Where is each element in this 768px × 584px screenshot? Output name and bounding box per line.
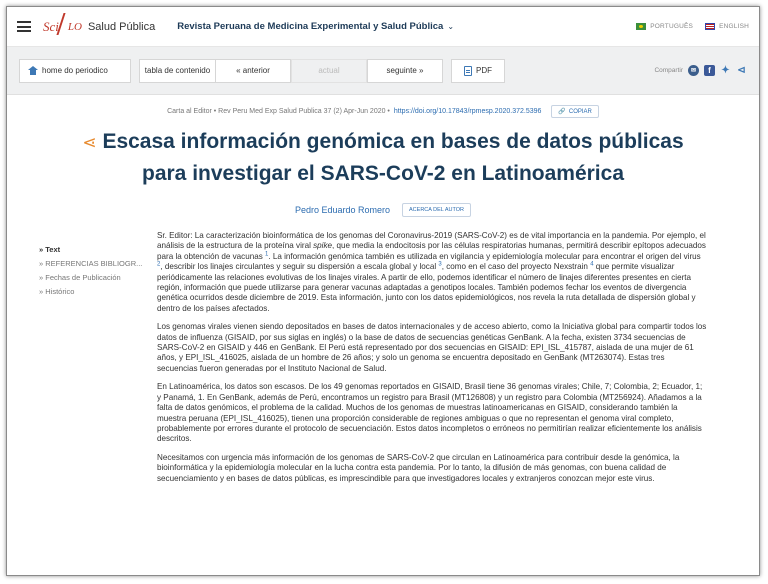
reference-link[interactable]: 2 [157, 261, 161, 268]
share-icon[interactable]: ⊲ [737, 65, 746, 76]
article-sidebar [7, 231, 157, 492]
sidebar-item-history[interactable]: » Histórico [39, 287, 75, 296]
journal-name: Revista Peruana de Medicina Experimental y Salud Pública [177, 21, 444, 32]
article-body [7, 231, 759, 492]
copy-doi-button[interactable]: 🔗 COPIAR [551, 105, 599, 118]
logo-text: LO [67, 20, 82, 33]
browser-frame [6, 6, 760, 576]
lang-portuguese[interactable]: PORTUGUÊS [636, 23, 693, 30]
sidebar-item-text[interactable]: » Text [39, 245, 61, 254]
title-line-2: para investigar el SARS-CoV-2 en Latinoamérica [142, 162, 624, 185]
pdf-icon [464, 66, 472, 76]
issue-navigation [7, 47, 759, 95]
top-bar [7, 7, 759, 47]
table-of-contents-button[interactable]: tabla de contenido [139, 59, 215, 83]
chevron-down-icon: ⌄ [447, 22, 455, 31]
language-switcher [636, 23, 749, 30]
author-line [7, 203, 759, 217]
menu-icon[interactable] [17, 21, 31, 32]
title-line-1: Escasa información genómica en bases de datos públicas [102, 130, 684, 153]
paragraph-3: En Latinoamérica, los datos son escasos. De los 49 genomas reportados en GISAID, Brasil tiene 36 genomas virales; Chile, 7; Colombia, 2; Ecuador, 1; y Panamá, 1. En GenBank, además de Perú, encontramos un registro para Brasil (MT126808) y un registro para Colombia (MT256924). Añadamos a la falta de datos genómicos, el problema de la calidad. Muchos de los genomas de muestras latinoamericanas en GISAID, considerando también la muestra peruana (EPI_ISL_416025), tienen una proporción considerable de regiones ambiguas o que no representan el genoma viral completo, probablemente por errores durante el protocolo de secuenciación. Estos datos incompletos o erróneos no permitirían realizar eficientemente los análisis descritos. [157, 382, 703, 444]
sidebar-item-dates[interactable]: » Fechas de Publicación [39, 273, 121, 282]
logo-text: Sci [43, 18, 59, 34]
home-periodico-button[interactable]: home do periodico [19, 59, 131, 83]
paragraph-2: Los genomas virales vienen siendo depositados en bases de datos internacionales y de acceso abierto, como la Iniciativa global para compartir todos los datos de influenza (GISAID, por sus siglas en inglés) o la base de datos de secuencias genéticas GenBank. A la fecha, existen 3734 secuencias de SARS-CoV-2 en GISAID y 446 en GenBank. El Perú está representado por dos secuencias en GISAID: EPI_ISL_415787, aislada de una mujer de 61 años, y EPI_ISL_416025, aislada de un hombre de 26 años; y solo un genoma se encuentra depositado en GenBank (MT263074). Estas tres secuencias fueron generadas por el Instituto Nacional de Salud. [157, 322, 707, 373]
email-icon[interactable]: ✉ [688, 65, 699, 76]
next-button[interactable]: seguinte » [367, 59, 443, 83]
brazil-flag-icon [636, 23, 646, 30]
open-access-icon: ⋖ [82, 133, 97, 152]
reference-link[interactable]: 1 [265, 251, 269, 258]
current-button: actual [291, 59, 367, 83]
link-icon: 🔗 [558, 109, 566, 115]
article-citation: Carta al Editor • Rev Peru Med Exp Salud Publica 37 (2) Apr-Jun 2020 • [167, 108, 390, 115]
lang-english[interactable]: ENGLISH [705, 23, 749, 30]
twitter-icon[interactable]: ✦ [721, 65, 730, 76]
paragraph-4: Necesitamos con urgencia más información de los genomas de SARS-CoV-2 que circulan en Latinoamérica para contribuir desde la genómica, la bioinformática y la epidemiología molecular en la lucha contra esta pandemia. Por lo tanto, la difusión de más genomas, con buena calidad de secuenciamiento y en bases de datos públicas, es imprescindible para que investigadores locales y extranjeros conozcan mejor este virus. [157, 452, 680, 483]
article-meta [7, 105, 759, 118]
about-author-button[interactable]: ACERCA DEL AUTOR [402, 203, 471, 217]
share-label: Compartir [654, 67, 683, 74]
reference-link[interactable]: 4 [590, 261, 594, 268]
article-content [157, 231, 707, 492]
sidebar-item-references[interactable]: » REFERENCIAS BIBLIOGR... [39, 259, 143, 268]
doi-link[interactable]: https://doi.org/10.17843/rpmesp.2020.372.5396 [393, 108, 542, 115]
uk-flag-icon [705, 23, 715, 30]
previous-button[interactable]: « anterior [215, 59, 291, 83]
author-name[interactable]: Pedro Eduardo Romero [294, 205, 391, 215]
pdf-button[interactable]: PDF [451, 59, 505, 83]
article-title [7, 126, 759, 189]
scielo-logo[interactable] [43, 19, 155, 35]
paragraph-1: Sr. Editor: La caracterización bioinformática de los genomas del Coronavirus-2019 (SARS-CoV-2) es de vital importancia en la pandemia. Por ejemplo, el análisis de la estructura de la proteína viral spike, que media la endocitosis por las células respiratorias humanas, permitirá describir epítopos adecuados para la obtención de vacunas $^1$. La información genómica también es utilizada en vigilancia y epidemiología molecular para encontrar el origen del virus $^2$, describir los linajes circulantes y seguir su dispersión a escala global y local $^3$, como en el caso del proyecto Nexstrain $^4$ que permite visualizar periódicamente las relaciones evolutivas de los linajes virales. A partir de ello, podemos identificar el número de linajes diferentes presentes en cierta región, información que puede utilizarse para generar vacunas adaptadas a genotipos locales. También podemos fechar los eventos de divergencia genética ocurridos desde diciembre de 2019. Esta información, junto con los datos epidemiológicos, nos revela la ruta detallada de dispersión global y dentro de los países afectados. [157, 231, 706, 313]
share-bar [654, 65, 747, 76]
journal-selector[interactable] [177, 21, 454, 32]
home-icon [28, 66, 38, 75]
reference-link[interactable]: 3 [438, 261, 442, 268]
logo-label: Salud Pública [87, 20, 156, 33]
facebook-icon[interactable]: f [704, 65, 715, 76]
